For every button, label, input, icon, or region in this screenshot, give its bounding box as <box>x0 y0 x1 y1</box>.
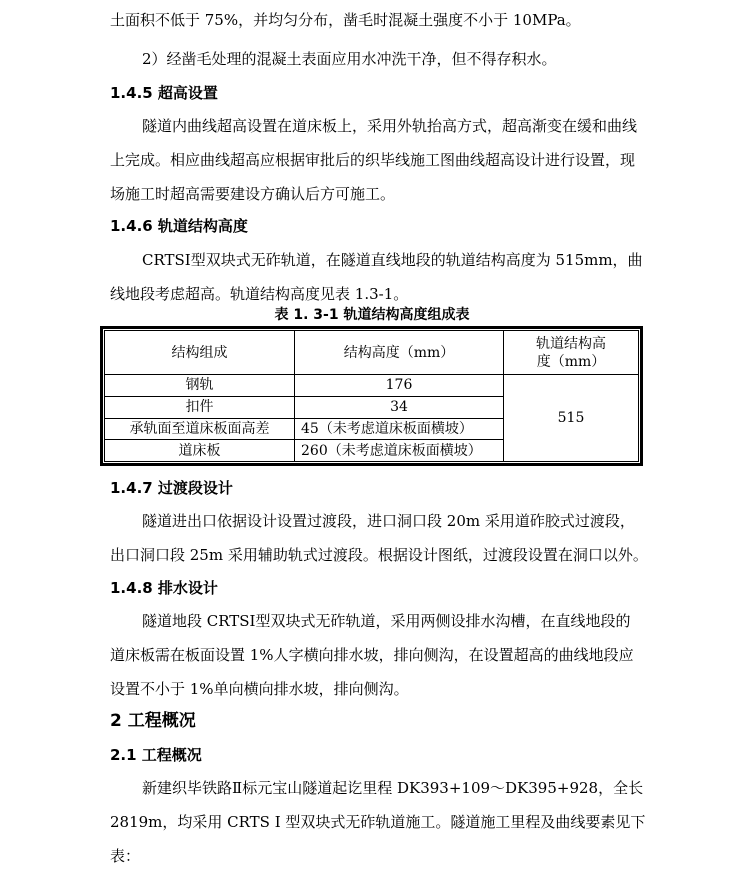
table-cell: 260（未考虑道床板面横坡） <box>295 440 504 462</box>
section-heading-1-4-8: 1.4.8 排水设计 <box>110 579 218 597</box>
paragraph-line: 道床板需在板面设置 1%人字横向排水坡，排向侧沟，在设置超高的曲线地段应 <box>110 646 634 664</box>
table-cell: 34 <box>295 396 504 418</box>
paragraph-line: CRTSⅠ型双块式无砟轨道，在隧道直线地段的轨道结构高度为 515mm，曲 <box>142 251 643 269</box>
table-header-cell: 结构高度（mm） <box>295 331 504 375</box>
paragraph-line: 线地段考虑超高。轨道结构高度见表 1.3-1。 <box>110 285 409 303</box>
table-cell: 钢轨 <box>105 375 295 397</box>
track-height-table <box>100 326 643 466</box>
table-caption: 表 1. 3-1 轨道结构高度组成表 <box>274 307 470 323</box>
table-header-row <box>105 331 639 375</box>
paragraph-line: 2819m，均采用 CRTS I 型双块式无砟轨道施工。隧道施工里程及曲线要素见下 <box>110 813 646 831</box>
table-row <box>105 375 639 397</box>
table-cell: 道床板 <box>105 440 295 462</box>
paragraph-line: 2）经凿毛处理的混凝土表面应用水冲洗干净，但不得存积水。 <box>142 50 557 68</box>
paragraph-line: 场施工时超高需要建设方确认后方可施工。 <box>110 185 396 203</box>
paragraph-line: 隧道地段 CRTSⅠ型双块式无砟轨道，采用两侧设排水沟槽，在直线地段的 <box>142 612 631 630</box>
paragraph-line: 新建织毕铁路Ⅱ标元宝山隧道起讫里程 DK393+109～DK395+928，全长 <box>142 779 644 797</box>
section-heading-2-1: 2.1 工程概况 <box>110 746 202 764</box>
paragraph-line: 土面积不低于 75%，并均匀分布，凿毛时混凝土强度不小于 10MPa。 <box>110 11 581 29</box>
paragraph-line: 隧道进出口依据设计设置过渡段，进口洞口段 20m 采用道砟胶式过渡段， <box>142 512 635 530</box>
paragraph-line: 设置不小于 1%单向横向排水坡，排向侧沟。 <box>110 680 409 698</box>
table-cell: 扣件 <box>105 396 295 418</box>
table-cell: 承轨面至道床板面高差 <box>105 418 295 440</box>
paragraph-line: 出口洞口段 25m 采用辅助轨式过渡段。根据设计图纸，过渡段设置在洞口以外。 <box>110 546 648 564</box>
paragraph-line: 上完成。相应曲线超高应根据审批后的织毕线施工图曲线超高设计进行设置，现 <box>110 151 636 169</box>
paragraph-line: 隧道内曲线超高设置在道床板上，采用外轨抬高方式，超高渐变在缓和曲线 <box>142 117 638 135</box>
table-cell: 176 <box>295 375 504 397</box>
section-heading-1-4-6: 1.4.6 轨道结构高度 <box>110 217 248 235</box>
chapter-heading-2: 2 工程概况 <box>110 711 196 731</box>
section-heading-1-4-5: 1.4.5 超高设置 <box>110 84 218 102</box>
section-heading-1-4-7: 1.4.7 过渡段设计 <box>110 479 233 497</box>
paragraph-line: 表： <box>110 847 141 865</box>
table-cell: 45（未考虑道床板面横坡） <box>295 418 504 440</box>
table-header-cell: 结构组成 <box>105 331 295 375</box>
table-header-cell: 轨道结构高度（mm） <box>504 331 639 375</box>
table-total-cell: 515 <box>504 375 639 462</box>
